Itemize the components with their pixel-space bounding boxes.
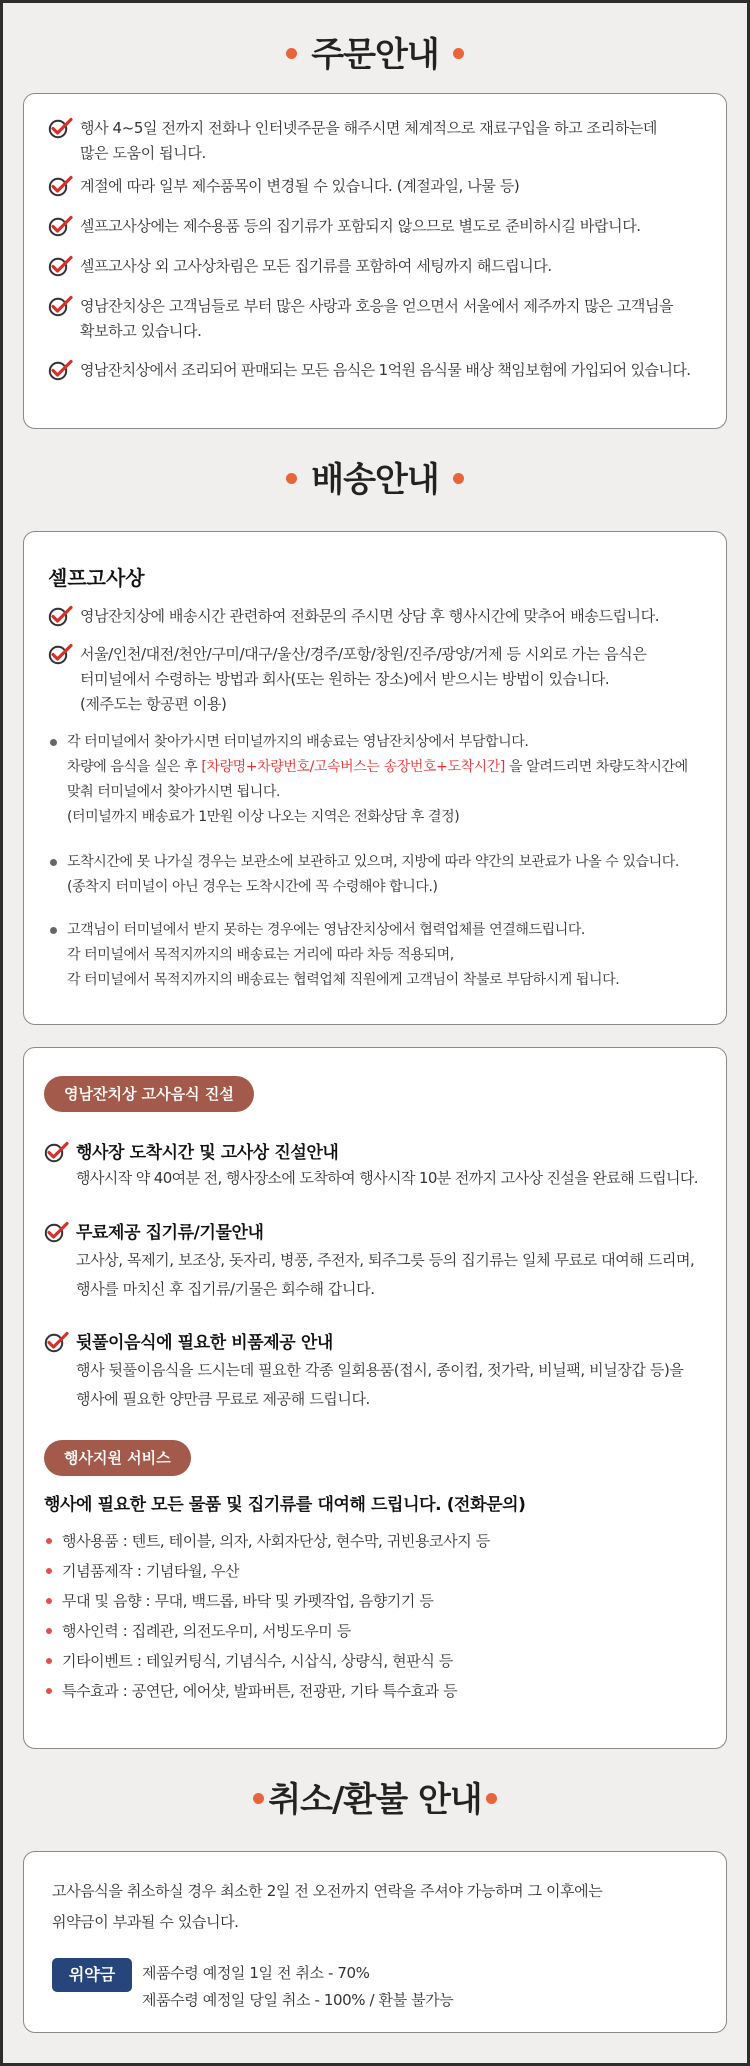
bullet-dot [46, 1658, 52, 1664]
order-box [23, 93, 727, 429]
delivery-check-item [48, 604, 726, 642]
delivery-bullet-item [48, 730, 726, 850]
check-icon [48, 117, 74, 139]
check-icon [44, 1141, 70, 1163]
penalty-line: 제품수령 예정일 당일 취소 - 100% / 환불 불가능 [142, 1991, 454, 2009]
delivery-line: 터미널에서 수령하는 방법과 회사(또는 원하는 장소)에서 받으시는 방법이 있습니다. [80, 670, 610, 688]
highlight-text: [차량명+차량번호/고속버스는 송장번호+도착시간] [201, 759, 505, 775]
service-item: 무대 및 음향 : 무대, 백드롭, 바닥 및 카펫작업, 음향기기 등 [44, 1586, 726, 1616]
order-item [48, 294, 726, 358]
check-icon [44, 1331, 70, 1353]
refund-box [23, 1851, 727, 2033]
delivery-line: 각 터미널에서 목적지까지의 배송료는 협력업체 직원에게 고객님이 착불로 부담하시게 됩니다. [67, 972, 620, 988]
delivery-bullet-item [48, 850, 726, 918]
order-item [48, 254, 726, 294]
service-item: 기타이벤트 : 테잎커팅식, 기념식수, 시삽식, 상량식, 현판식 등 [44, 1646, 726, 1676]
delivery-line: 도착시간에 못 나가실 경우는 보관소에 보관하고 있으며, 지방에 따라 약간의 보관료가 나올 수 있습니다. [67, 854, 679, 870]
delivery-line: 차량에 음식을 실은 후 [67, 759, 202, 775]
bullet-dot [46, 1628, 52, 1634]
order-item-line: 영남잔치상은 고객님들로 부터 많은 사랑과 호응을 얻으면서 서울에서 제주까지 많은 고객님을 [80, 297, 674, 315]
delivery-line: (종착지 터미널이 아닌 경우는 도착시간에 꼭 수령해야 합니다.) [67, 879, 438, 895]
setup-item [44, 1140, 726, 1220]
delivery-line: 서울/인천/대전/천안/구미/대구/울산/경주/포항/창원/진주/광양/거제 등 시외로 가는 음식은 [80, 645, 647, 663]
service-item: 행사인력 : 집례관, 의전도우미, 서빙도우미 등 [44, 1616, 726, 1646]
order-item-line: 셀프고사상에는 제수용품 등의 집기류가 포함되지 않으므로 별도로 준비하시길 바랍니다. [80, 217, 641, 235]
order-item-line: 행사 4~5일 전까지 전화나 인터넷주문을 해주시면 체계적으로 재료구입을 하고 조리하는데 [80, 119, 658, 137]
accent-dot [453, 473, 464, 484]
check-icon [48, 295, 74, 317]
delivery-check-item [48, 642, 726, 730]
pill-label: 행사지원 서비스 [44, 1440, 191, 1476]
bullet-dot [46, 1688, 52, 1694]
setup-box [23, 1047, 727, 1749]
accent-dot [286, 473, 297, 484]
order-item [48, 174, 726, 214]
order-item-line: 영남잔치상에서 조리되어 판매되는 모든 음식은 1억원 음식물 배상 책임보험에 가입되어 있습니다. [80, 361, 691, 379]
delivery-line: (터미널까지 배송료가 1만원 이상 나오는 지역은 전화상담 후 결정) [67, 809, 460, 825]
setup-item-line: 행사에 필요한 양만큼 무료로 제공해 드립니다. [76, 1390, 370, 1408]
delivery-line: 영남잔치상에 배송시간 관련하여 전화문의 주시면 상담 후 행사시간에 맞추어 배송드립니다. [80, 607, 660, 625]
accent-dot [453, 48, 464, 59]
setup-item-line: 고사상, 목제기, 보조상, 돗자리, 병풍, 주전자, 퇴주그릇 등의 집기류는 일체 무료로 대여해 드리며, [76, 1251, 695, 1269]
check-icon [48, 359, 74, 381]
setup-item-heading: 행사장 도착시간 및 고사상 진설안내 [76, 1143, 339, 1163]
delivery-line: 맞춰 터미널에서 찾아가시면 됩니다. [67, 784, 281, 800]
penalty-badge: 위약금 [52, 1958, 132, 1992]
delivery-section-title [3, 429, 747, 531]
delivery-title: 배송안내 [311, 460, 439, 500]
order-item-line: 셀프고사상 외 고사상차림은 모든 집기류를 포함하여 세팅까지 해드립니다. [80, 257, 552, 275]
setup-item-line: 행사시작 약 40여분 전, 행사장소에 도착하여 행사시작 10분 전까지 고사상 진설을 완료해 드립니다. [76, 1169, 698, 1187]
refund-line: 위약금이 부과될 수 있습니다. [52, 1913, 239, 1931]
check-icon [44, 1221, 70, 1243]
check-icon [48, 215, 74, 237]
pill-label: 영남잔치상 고사음식 진설 [44, 1076, 254, 1112]
setup-item-heading: 무료제공 집기류/기물안내 [76, 1223, 264, 1243]
accent-dot [486, 1793, 497, 1804]
check-icon [48, 605, 74, 627]
refund-title: 취소/환불 안내 [268, 1780, 482, 1820]
order-item [48, 214, 726, 254]
bullet-dot [46, 1598, 52, 1604]
order-item [48, 358, 726, 398]
setup-item [44, 1220, 726, 1330]
service-heading: 행사에 필요한 모든 물품 및 집기류를 대여해 드립니다. (전화문의) [44, 1495, 526, 1515]
check-icon [48, 175, 74, 197]
service-item: 기념품제작 : 기념타월, 우산 [44, 1556, 726, 1586]
bullet-dot [46, 1568, 52, 1574]
delivery-line: 각 터미널에서 찾아가시면 터미널까지의 배송료는 영남잔치상에서 부담합니다. [67, 734, 529, 750]
bullet-dot [50, 859, 57, 866]
setup-item-line: 행사 뒷풀이음식을 드시는데 필요한 각종 일회용품(접시, 종이컵, 젓가락, 비닐팩, 비닐장갑 등)을 [76, 1361, 684, 1379]
setup-item-line: 행사를 마치신 후 집기류/기물은 회수해 갑니다. [76, 1280, 375, 1298]
delivery-line: 을 알려드리면 차량도착시간에 [504, 759, 688, 775]
order-section-title [3, 3, 747, 93]
order-item-line: 많은 도움이 됩니다. [80, 144, 206, 162]
delivery-box [23, 531, 727, 1025]
refund-section-title [3, 1749, 747, 1851]
delivery-line: 고객님이 터미널에서 받지 못하는 경우에는 영남잔치상에서 협력업체를 연결해드립니다. [67, 922, 585, 938]
order-item-line: 계절에 따라 일부 제수품목이 변경될 수 있습니다. (계절과일, 나물 등) [80, 177, 520, 195]
setup-item-heading: 뒷풀이음식에 필요한 비품제공 안내 [76, 1333, 333, 1353]
setup-item [44, 1330, 726, 1440]
bullet-dot [46, 1538, 52, 1544]
service-item: 특수효과 : 공연단, 에어샷, 발파버튼, 전광판, 기타 특수효과 등 [44, 1676, 726, 1706]
delivery-line: (제주도는 항공편 이용) [80, 695, 227, 713]
accent-dot [253, 1793, 264, 1804]
penalty-row [52, 1958, 726, 2014]
bullet-dot [50, 927, 57, 934]
accent-dot [286, 48, 297, 59]
order-item [48, 116, 726, 174]
check-icon [48, 255, 74, 277]
order-title: 주문안내 [311, 35, 439, 75]
order-item-line: 확보하고 있습니다. [80, 322, 202, 340]
service-item: 행사용품 : 텐트, 테이블, 의자, 사회자단상, 현수막, 귀빈용코사지 등 [44, 1526, 726, 1556]
delivery-line: 각 터미널에서 목적지까지의 배송료는 거리에 따라 차등 적용되며, [67, 947, 454, 963]
penalty-line: 제품수령 예정일 1일 전 취소 - 70% [142, 1964, 370, 1982]
delivery-bullet-item [48, 918, 726, 994]
check-icon [48, 643, 74, 665]
bullet-dot [50, 739, 57, 746]
delivery-heading: 셀프고사상 [48, 566, 145, 590]
refund-line: 고사음식을 취소하실 경우 최소한 2일 전 오전까지 연락을 주셔야 가능하며 그 이후에는 [52, 1882, 603, 1900]
